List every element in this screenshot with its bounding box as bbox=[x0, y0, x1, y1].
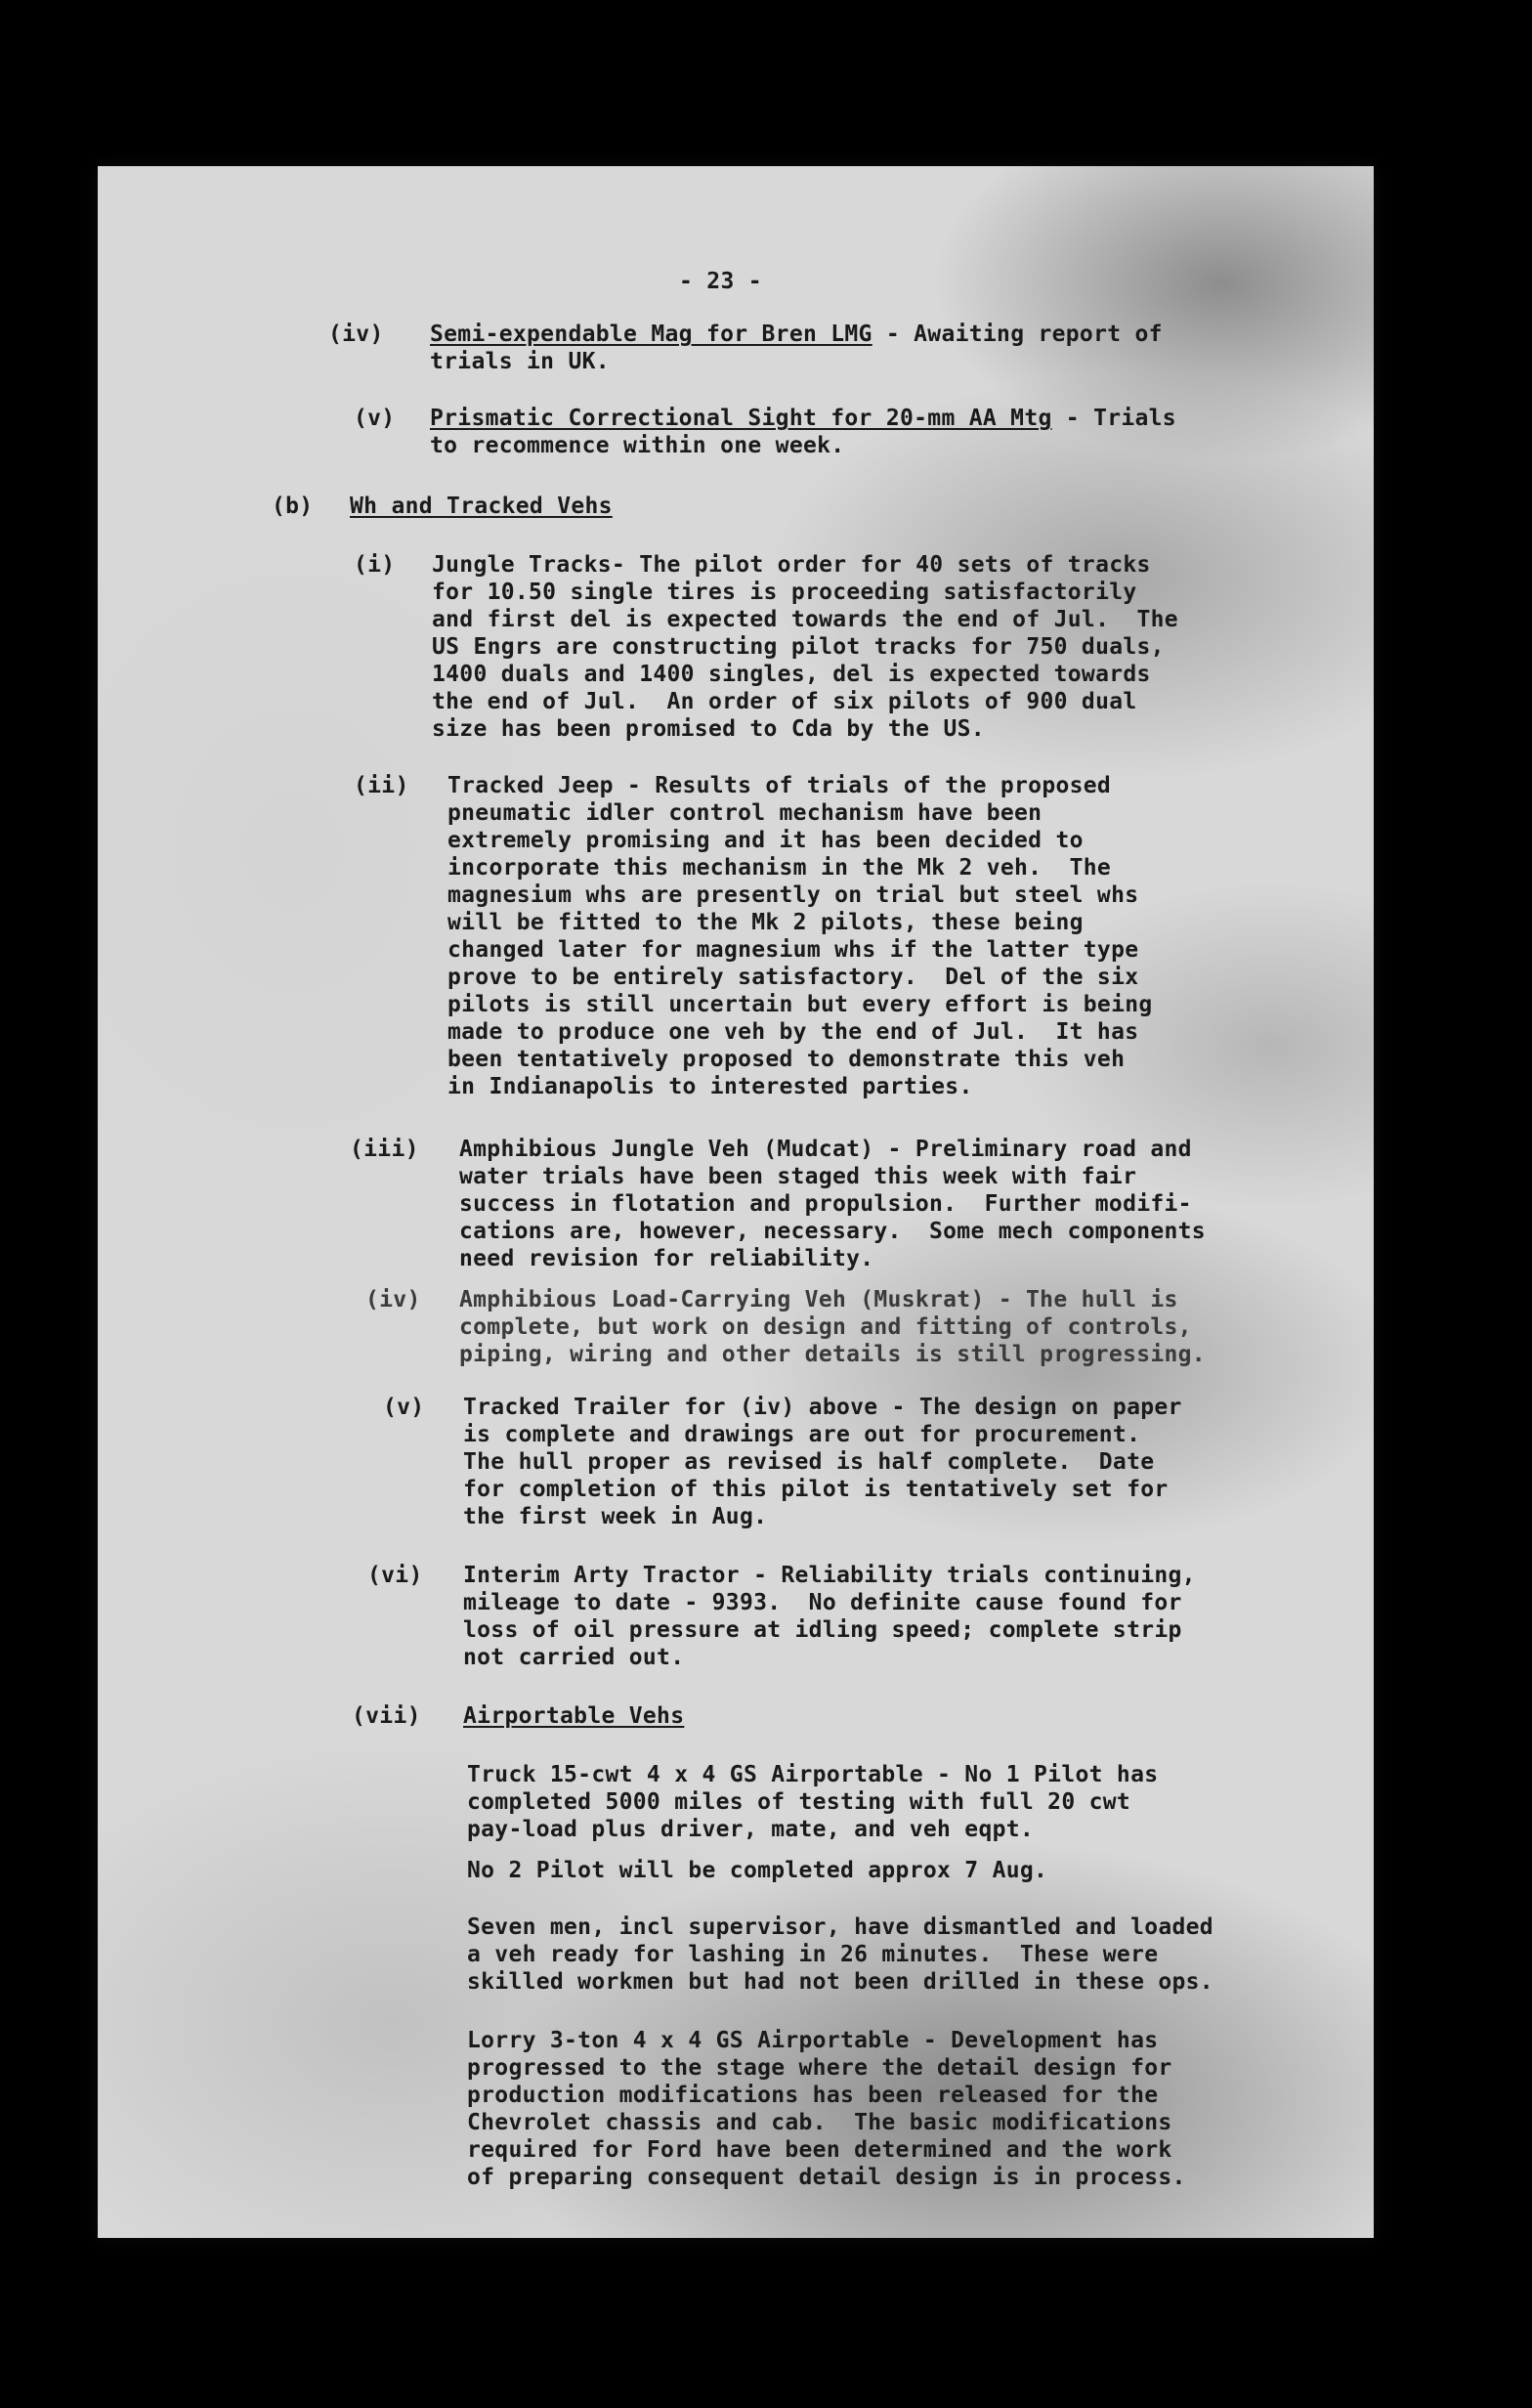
item-line: The hull proper as revised is half complete. Date bbox=[463, 1449, 1155, 1475]
item-paragraph bbox=[432, 551, 1178, 743]
item-line: water trials have been staged this week with fair bbox=[459, 1164, 1137, 1189]
document-page bbox=[98, 166, 1374, 2238]
item-line: No 2 Pilot will be completed approx 7 Aug. bbox=[467, 1858, 1048, 1883]
subsection-heading: Airportable Vehs bbox=[463, 1703, 685, 1729]
item-line: Jungle Tracks- The pilot order for 40 sets of tracks bbox=[432, 552, 1151, 578]
item-paragraph bbox=[463, 1394, 1182, 1530]
section-number: (b) bbox=[272, 494, 314, 519]
item-line bbox=[430, 321, 1163, 348]
item-paragraph bbox=[459, 1136, 1206, 1272]
item-line: Lorry 3-ton 4 x 4 GS Airportable - Development has bbox=[467, 2028, 1159, 2053]
item-line: Seven men, incl supervisor, have dismantled and loaded bbox=[467, 1914, 1213, 1940]
item-line: Tracked Jeep - Results of trials of the proposed bbox=[447, 773, 1112, 798]
item-line: not carried out. bbox=[463, 1645, 685, 1670]
item-line: production modifications has been released for the bbox=[467, 2083, 1159, 2108]
item-line: pilots is still uncertain but every effort is being bbox=[447, 992, 1153, 1017]
item-line: prove to be entirely satisfactory. Del of the six bbox=[447, 965, 1139, 990]
airportable-paragraph bbox=[467, 1914, 1213, 1996]
item-line-rest: - Awaiting report of bbox=[872, 322, 1163, 347]
item-line: Truck 15-cwt 4 x 4 GS Airportable - No 1 Pilot has bbox=[467, 1762, 1159, 1787]
item-line: of preparing consequent detail design is in process. bbox=[467, 2165, 1186, 2190]
item-line: piping, wiring and other details is still progressing. bbox=[459, 1342, 1206, 1367]
item-number: (v) bbox=[354, 406, 396, 431]
item-line: cations are, however, necessary. Some mech components bbox=[459, 1219, 1206, 1244]
item-number: (vi) bbox=[367, 1563, 423, 1588]
item-line: pneumatic idler control mechanism have been bbox=[447, 800, 1043, 826]
item-line: to recommence within one week. bbox=[430, 433, 845, 458]
item-line: a veh ready for lashing in 26 minutes. These were bbox=[467, 1942, 1159, 1967]
item-title: Prismatic Correctional Sight for 20-mm AA Mtg bbox=[430, 406, 1052, 431]
item-line: 1400 duals and 1400 singles, del is expected towards bbox=[432, 662, 1151, 687]
airportable-paragraph bbox=[467, 1857, 1047, 1884]
item-line: required for Ford have been determined and the work bbox=[467, 2137, 1172, 2163]
item-line: extremely promising and it has been decided to bbox=[447, 828, 1084, 853]
item-line: the first week in Aug. bbox=[463, 1504, 768, 1529]
item-number: (iv) bbox=[365, 1287, 421, 1312]
item-line: Chevrolet chassis and cab. The basic modifications bbox=[467, 2110, 1172, 2135]
item-number: (iii) bbox=[350, 1137, 419, 1162]
item-line: for 10.50 single tires is proceeding satisfactorily bbox=[432, 580, 1137, 605]
item-line: is complete and drawings are out for procurement. bbox=[463, 1422, 1141, 1447]
item-line: pay-load plus driver, mate, and veh eqpt. bbox=[467, 1817, 1035, 1842]
item-line: in Indianapolis to interested parties. bbox=[447, 1074, 973, 1099]
item-line: been tentatively proposed to demonstrate this veh bbox=[447, 1047, 1126, 1072]
item-line bbox=[430, 405, 1176, 432]
item-line: and first del is expected towards the end of Jul. The bbox=[432, 607, 1178, 632]
item-line: Interim Arty Tractor - Reliability trials continuing, bbox=[463, 1563, 1196, 1588]
section-heading: Wh and Tracked Vehs bbox=[350, 494, 613, 519]
airportable-paragraph bbox=[467, 2027, 1186, 2191]
item-line: success in flotation and propulsion. Further modifi- bbox=[459, 1191, 1192, 1217]
item-line: made to produce one veh by the end of Jul. It has bbox=[447, 1019, 1139, 1045]
item-line: loss of oil pressure at idling speed; complete strip bbox=[463, 1617, 1182, 1643]
item-number: (v) bbox=[383, 1395, 425, 1420]
item-paragraph bbox=[459, 1286, 1206, 1368]
item-line: Tracked Trailer for (iv) above - The design on paper bbox=[463, 1395, 1182, 1420]
item-line: mileage to date - 9393. No definite cause found for bbox=[463, 1590, 1182, 1615]
item-title: Semi-expendable Mag for Bren LMG bbox=[430, 322, 872, 347]
item-paragraph bbox=[463, 1562, 1196, 1671]
item-line: will be fitted to the Mk 2 pilots, these being bbox=[447, 910, 1084, 935]
item-number: (vii) bbox=[352, 1703, 421, 1729]
item-line: need revision for reliability. bbox=[459, 1246, 874, 1271]
item-line: changed later for magnesium whs if the latter type bbox=[447, 937, 1139, 963]
item-number: (i) bbox=[354, 552, 396, 578]
item-line: complete, but work on design and fitting of controls, bbox=[459, 1314, 1192, 1340]
airportable-paragraph bbox=[467, 1761, 1158, 1843]
item-line: magnesium whs are presently on trial but steel whs bbox=[447, 882, 1139, 908]
item-line: trials in UK. bbox=[430, 349, 610, 374]
item-line: skilled workmen but had not been drilled in these ops. bbox=[467, 1969, 1213, 1995]
item-number: (ii) bbox=[354, 773, 409, 798]
item-line: Amphibious Load-Carrying Veh (Muskrat) - The hull is bbox=[459, 1287, 1178, 1312]
item-line: incorporate this mechanism in the Mk 2 veh. The bbox=[447, 855, 1112, 881]
page-number: - 23 - bbox=[679, 269, 762, 294]
item-paragraph bbox=[447, 772, 1153, 1100]
item-line: size has been promised to Cda by the US. bbox=[432, 716, 985, 742]
item-line: the end of Jul. An order of six pilots of 900 dual bbox=[432, 689, 1137, 714]
item-line-rest: - Trials bbox=[1051, 406, 1176, 431]
item-line: US Engrs are constructing pilot tracks for 750 duals, bbox=[432, 634, 1165, 660]
item-number: (iv) bbox=[328, 322, 384, 347]
item-line: completed 5000 miles of testing with full 20 cwt bbox=[467, 1789, 1131, 1815]
item-line: progressed to the stage where the detail design for bbox=[467, 2055, 1172, 2081]
item-line: Amphibious Jungle Veh (Mudcat) - Preliminary road and bbox=[459, 1137, 1192, 1162]
item-line: for completion of this pilot is tentatively set for bbox=[463, 1477, 1169, 1502]
